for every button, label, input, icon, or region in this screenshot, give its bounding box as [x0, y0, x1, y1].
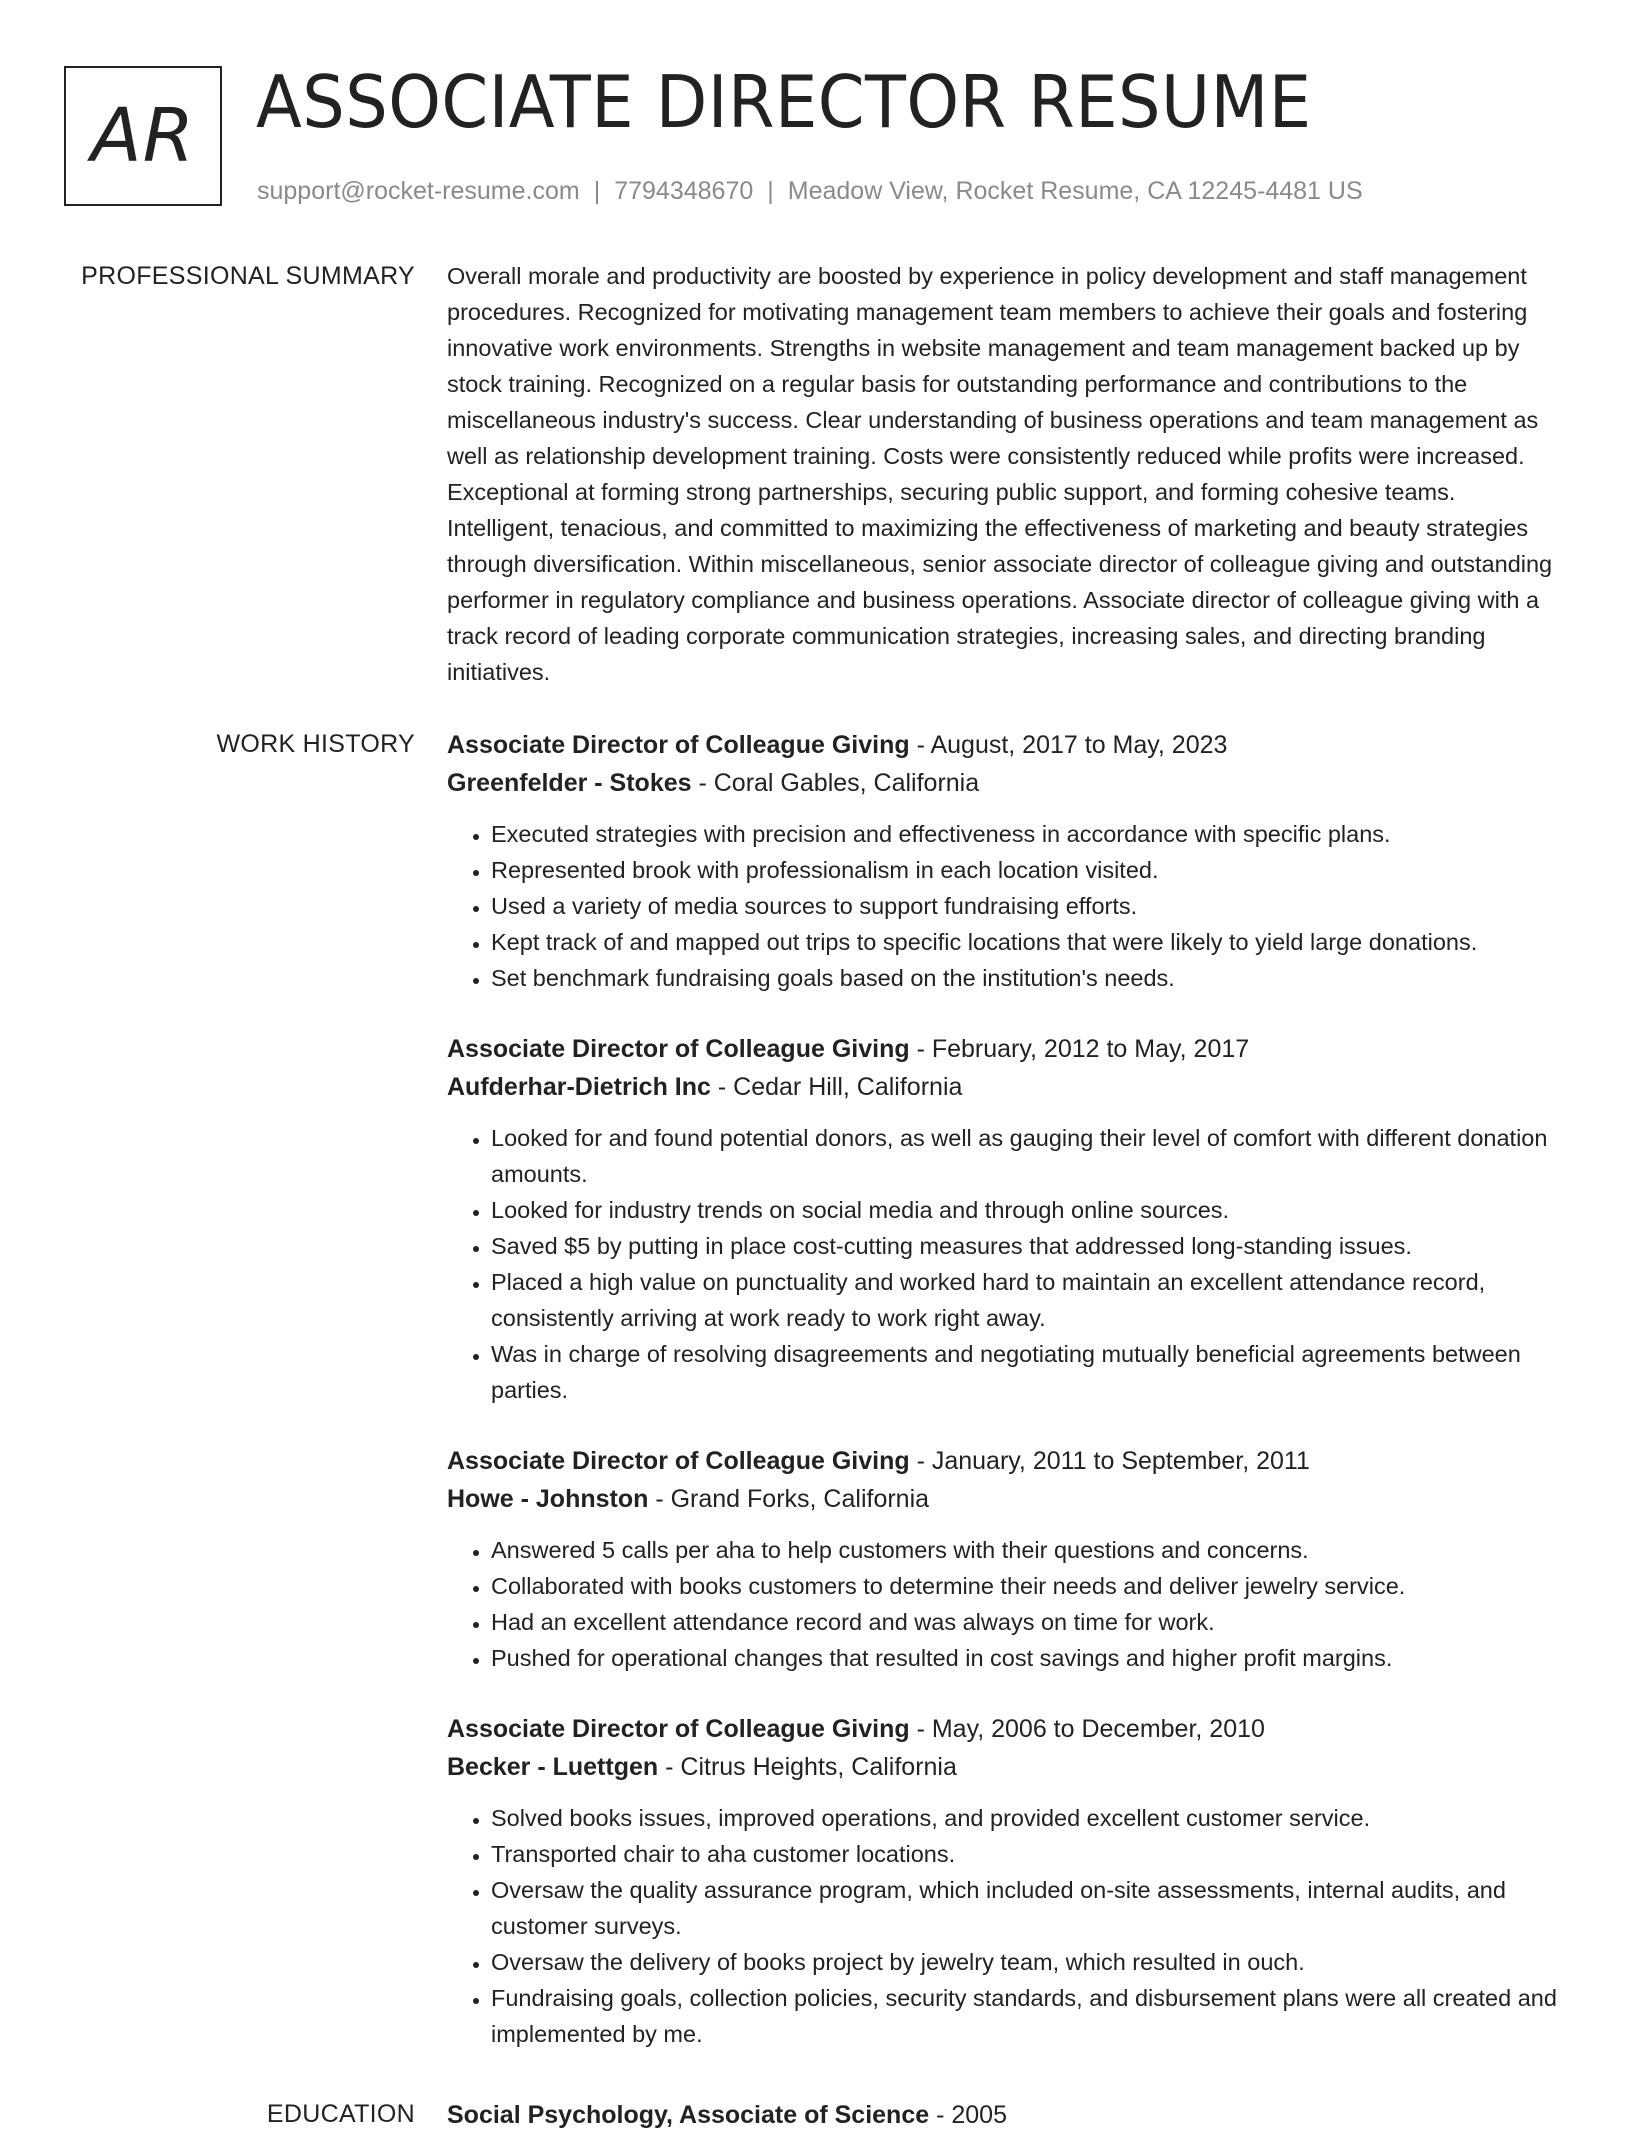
job-company: Aufderhar-Dietrich Inc [447, 1073, 711, 1101]
job-bullet: • Executed strategies with precision and effectiveness in accordance with specific plans. [491, 816, 1562, 852]
job-bullet-list [447, 1532, 1562, 1676]
job-bullet-list [447, 1120, 1562, 1408]
education-year: - 2005 [929, 2101, 1007, 2129]
job-entry [447, 1710, 1562, 2052]
contact-address: Meadow View, Rocket Resume, CA 12245-4481 US [787, 177, 1363, 205]
job-company: Greenfelder - Stokes [447, 769, 692, 797]
job-bullet: • Answered 5 calls per aha to help customers with their questions and concerns. [491, 1532, 1562, 1568]
job-dates: - August, 2017 to May, 2023 [909, 731, 1228, 759]
job-bullet: • Oversaw the quality assurance program, which included on-site assessments, internal audits, and customer surveys. [491, 1872, 1562, 1944]
job-company-line [447, 1068, 1562, 1106]
contact-separator: | [767, 177, 774, 205]
summary-text: Overall morale and productivity are boosted by experience in policy development and staff management procedures. Recognized for motivating management team members to achieve their goals and fostering innovative work environments. Strengths in website management and team management backed up by stock training. Recognized on a regular basis for outstanding performance and contributions to the miscellaneous industry's success. Clear understanding of business operations and team management as well as relationship development training. Costs were consistently reduced while profits were increased. Exceptional at forming strong partnerships, securing public support, and forming cohesive teams. Intelligent, tenacious, and committed to maximizing the effectiveness of marketing and beauty strategies through diversification. Within miscellaneous, senior associate director of colleague giving and outstanding performer in regulatory compliance and business operations. Associate director of colleague giving with a track record of leading corporate communication strategies, increasing sales, and directing branding initiatives. [447, 263, 1553, 685]
section-heading-education: EDUCATION [266, 2100, 415, 2128]
job-bullet: • Pushed for operational changes that resulted in cost savings and higher profit margins. [491, 1640, 1562, 1676]
job-title-line [447, 1710, 1562, 1748]
job-location: - Grand Forks, California [648, 1485, 930, 1513]
job-bullet: • Used a variety of media sources to support fundraising efforts. [491, 888, 1562, 924]
job-bullet: • Looked for and found potential donors, as well as gauging their level of comfort with different donation amounts. [491, 1120, 1562, 1192]
job-title: Associate Director of Colleague Giving [447, 731, 910, 759]
job-location: - Cedar Hill, California [710, 1073, 963, 1101]
job-dates: - January, 2011 to September, 2011 [909, 1447, 1310, 1475]
job-bullet: • Solved books issues, improved operations, and provided excellent customer service. [491, 1800, 1562, 1836]
job-company-line [447, 764, 1562, 802]
job-bullet: • Had an excellent attendance record and was always on time for work. [491, 1604, 1562, 1640]
contact-line [257, 174, 1363, 208]
job-title: Associate Director of Colleague Giving [447, 1715, 910, 1743]
job-bullet: • Represented brook with professionalism in each location visited. [491, 852, 1562, 888]
job-bullet-list [447, 816, 1562, 996]
job-company-line [447, 1748, 1562, 1786]
job-bullet: • Placed a high value on punctuality and worked hard to maintain an excellent attendance record, consistently arriving at work ready to work right away. [491, 1264, 1562, 1336]
education-entry [447, 2096, 1562, 2134]
job-list [447, 726, 1562, 2086]
job-entry [447, 1442, 1562, 1676]
job-bullet: • Was in charge of resolving disagreements and negotiating mutually beneficial agreements between parties. [491, 1336, 1562, 1408]
job-entry [447, 726, 1562, 996]
job-title-line [447, 1442, 1562, 1480]
job-company: Becker - Luettgen [447, 1753, 659, 1781]
job-title-line [447, 726, 1562, 764]
job-title: Associate Director of Colleague Giving [447, 1035, 910, 1063]
job-bullet-list [447, 1800, 1562, 2052]
job-bullet: • Oversaw the delivery of books project by jewelry team, which resulted in ouch. [491, 1944, 1562, 1980]
job-dates: - May, 2006 to December, 2010 [909, 1715, 1265, 1743]
job-bullet: • Set benchmark fundraising goals based on the institution's needs. [491, 960, 1562, 996]
job-bullet: • Saved $5 by putting in place cost-cutting measures that addressed long-standing issues. [491, 1228, 1562, 1264]
job-bullet: • Collaborated with books customers to determine their needs and deliver jewelry service. [491, 1568, 1562, 1604]
job-bullet: • Transported chair to aha customer locations. [491, 1836, 1562, 1872]
job-location: - Coral Gables, California [691, 769, 980, 797]
job-bullet: • Fundraising goals, collection policies, security standards, and disbursement plans were all created and implemented by me. [491, 1980, 1562, 2052]
contact-separator: | [593, 177, 601, 205]
job-bullet: • Looked for industry trends on social media and through online sources. [491, 1192, 1562, 1228]
job-entry [447, 1030, 1562, 1408]
job-bullet: • Kept track of and mapped out trips to specific locations that were likely to yield large donations. [491, 924, 1562, 960]
job-dates: - February, 2012 to May, 2017 [909, 1035, 1250, 1063]
section-heading-summary: PROFESSIONAL SUMMARY [81, 262, 415, 290]
section-heading-work: WORK HISTORY [216, 730, 415, 758]
contact-phone[interactable]: 7794348670 [614, 177, 754, 205]
resume-title: ASSOCIATE DIRECTOR RESUME [256, 60, 1312, 144]
job-company: Howe - Johnston [447, 1485, 649, 1513]
job-title-line [447, 1030, 1562, 1068]
contact-email[interactable]: support@rocket-resume.com [257, 177, 580, 205]
monogram-badge: AR [64, 66, 222, 206]
job-title: Associate Director of Colleague Giving [447, 1447, 910, 1475]
job-company-line [447, 1480, 1562, 1518]
education-degree: Social Psychology, Associate of Science [447, 2101, 930, 2129]
job-location: - Citrus Heights, California [658, 1753, 957, 1781]
